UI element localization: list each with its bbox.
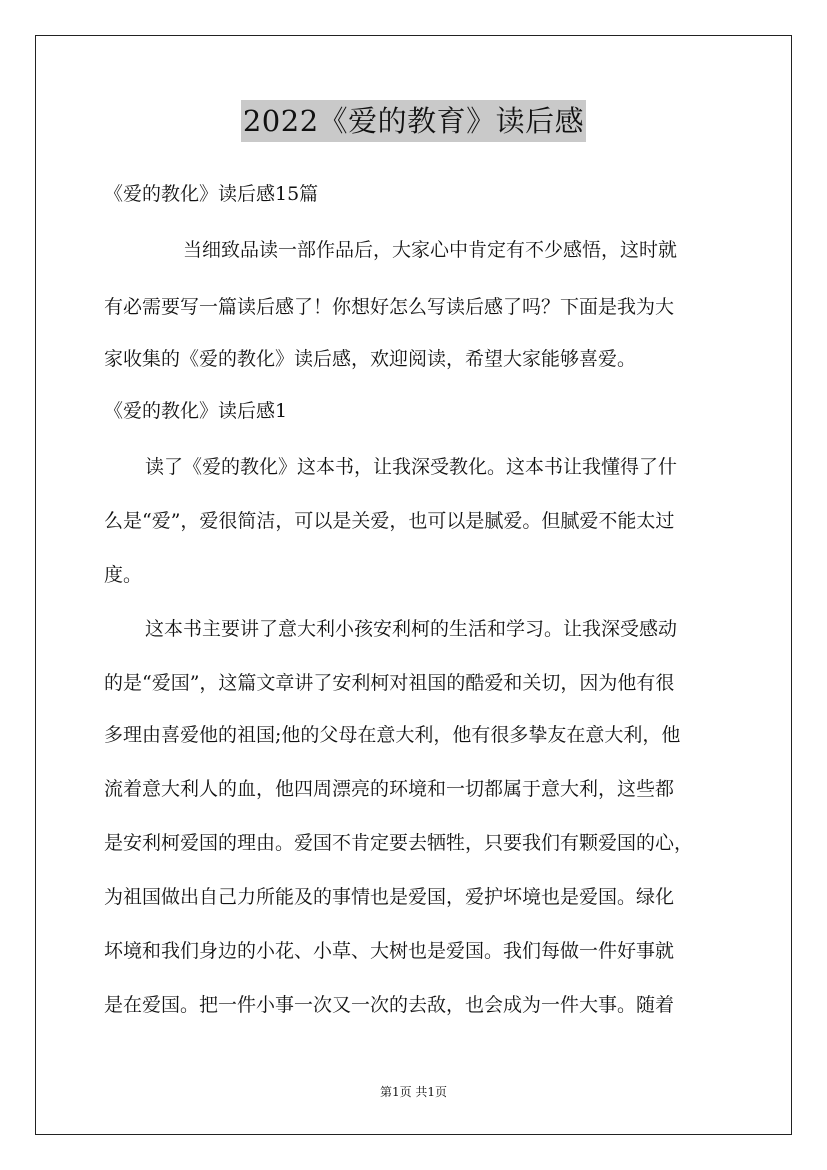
paragraph-line: 为祖国做出自己力所能及的事情也是爱国，爱护坏境也是爱国。绿化 [104,886,675,908]
paragraph-line: 么是“爱”，爱很简洁，可以是关爱，也可以是腻爱。但腻爱不能太过 [104,510,675,532]
intro-line: 家收集的《爱的教化》读后感，欢迎阅读，希望大家能够喜爱。 [104,348,637,370]
document-subtitle: 《爱的教化》读后感15篇 [104,183,319,205]
intro-line: 当细致品读一部作品后，大家心中肯定有不少感悟，这时就 [183,239,678,261]
document-title: 2022《爱的教育》读后感 [241,100,586,142]
paragraph-line: 是在爱国。把一件小事一次又一次的去敌，也会成为一件大事。随着 [104,994,675,1016]
paragraph-line: 坏境和我们身边的小花、小草、大树也是爱国。我们每做一件好事就 [104,940,675,962]
page-footer: 第1页 共1页 [379,1085,448,1099]
paragraph-line: 是安利柯爱国的理由。爱国不肯定要去牺牲，只要我们有颗爱国的心， [104,832,694,854]
paragraph-line: 读了《爱的教化》这本书，让我深受教化。这本书让我懂得了什 [145,456,678,478]
section-heading: 《爱的教化》读后感1 [104,400,288,422]
paragraph-line: 多理由喜爱他的祖国;他的父母在意大利，他有很多挚友在意大利，他 [104,724,681,746]
paragraph-line: 流着意大利人的血，他四周漂亮的环境和一切都属于意大利，这些都 [104,778,675,800]
paragraph-line: 这本书主要讲了意大利小孩安利柯的生活和学习。让我深受感动 [145,618,678,640]
document-title-wrap [0,100,827,142]
intro-line: 有必需要写一篇读后感了！你想好怎么写读后感了吗？下面是我为大 [104,296,675,318]
paragraph-line: 度。 [104,564,143,586]
paragraph-line: 的是“爱国”，这篇文章讲了安利柯对祖国的酷爱和关切，因为他有很 [104,672,675,694]
